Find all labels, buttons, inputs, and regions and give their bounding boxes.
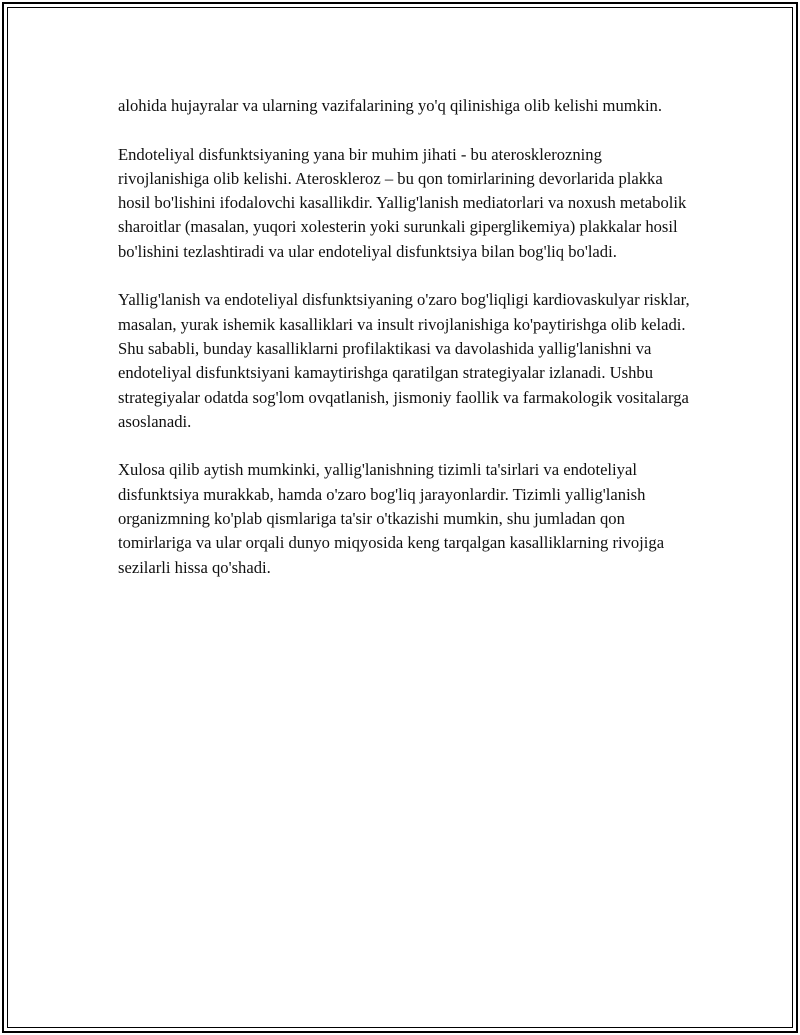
paragraph-1: alohida hujayralar va ularning vazifalarining yo'q qilinishiga olib kelishi mumkin. xyxy=(118,96,663,115)
paragraph-2: Endoteliyal disfunktsiyaning yana bir muhim jihati - bu aterosklerozning rivojlanishiga olib kelishi. Ateroskleroz – bu qon tomirlarining devorlarida plakka hosil bo'lishini ifodalovchi kasallikdir. Yallig'lanish mediatorlari va noxush metabolik sharoitlar (masalan, yuqori xolesterin yoki surunkali giperglikemiya) plakkalar hosil bo'lishini tezlashtiradi va ular endoteliyal disfunktsiya bilan bog'liq bo'ladi. xyxy=(118,144,687,261)
document-body xyxy=(118,94,693,604)
paragraph-3: Yallig'lanish va endoteliyal disfunktsiyaning o'zaro bog'liqligi kardiovaskulyar risklar, masalan, yurak ishemik kasalliklari va insult rivojlanishiga ko'paytirishga olib keladi. Shu sababli, bunday kasalliklarni profilaktikasi va davolashida yallig'lanishni va endoteliyal disfunktsiyani kamaytirishga qaratilgan strategiyalar izlanadi. Ushbu strategiyalar odatda sog'lom ovqatlanish, jismoniy faollik va farmakologik vositalarga asoslanadi. xyxy=(118,290,690,431)
paragraph-4: Xulosa qilib aytish mumkinki, yallig'lanishning tizimli ta'sirlari va endoteliyal disfunktsiya murakkab, hamda o'zaro bog'liq jarayonlardir. Tizimli yallig'lanish organizmning ko'plab qismlariga ta'sir o'tkazishi mumkin, shu jumladan qon tomirlariga va ular orqali dunyo miqyosida keng tarqalgan kasalliklarning rivojiga sezilarli hissa qo'shadi. xyxy=(118,460,665,577)
